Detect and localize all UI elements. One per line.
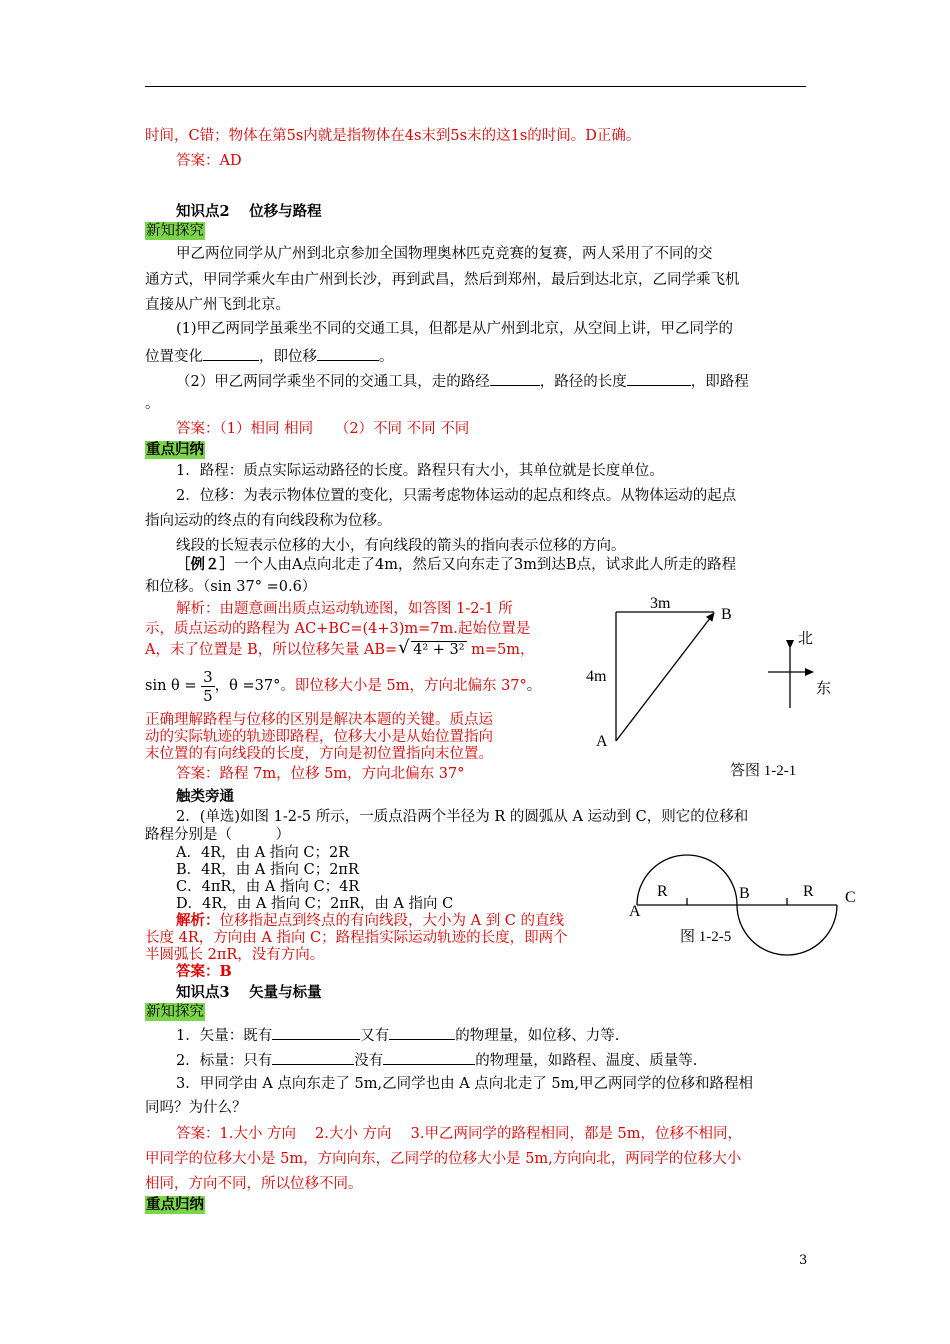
solution-label: 解析： <box>176 912 220 929</box>
label-point-b: B <box>721 606 732 623</box>
fraction-denominator: 5 <box>203 686 213 705</box>
answer-section3-cont: 甲同学的位移大小是 5m，方向向东，乙同学的位移大小是 5m,方向向北，两同学的位移大小 <box>145 1151 742 1167</box>
summary-distance: 1．路程：质点实际运动路径的长度。路程只有大小，其单位就是长度单位。 <box>176 463 664 479</box>
label-3m: 3m <box>650 595 671 612</box>
paragraph-line: 通方式，甲同学乘火车由广州到长沙，再到武昌，然后到郑州，最后到达北京，乙同学乘飞机 <box>145 272 740 288</box>
solution-line: 末位置的有向线段的长度，方向是初位置指向末位置。 <box>145 746 493 762</box>
vector-definition <box>176 1025 619 1045</box>
page-number: 3 <box>799 1253 808 1268</box>
summary-segment: 线段的长短表示位移的大小，有向线段的箭头的指向表示位移的方向。 <box>176 538 626 554</box>
blank-magnitude <box>272 1025 360 1040</box>
blank-direction-2 <box>383 1050 475 1065</box>
blank-direction <box>389 1025 455 1040</box>
scalar-text-a: 2．标量：只有 <box>176 1053 273 1069</box>
sol3-text: A，末了位置是 B，所以位移矢量 AB= <box>145 642 398 658</box>
answer-section3-cont: 相同，方向不同，所以位移不同。 <box>145 1176 363 1192</box>
scalar-text-b: 没有 <box>354 1053 384 1069</box>
q1-text-a: 位置变化 <box>145 349 203 365</box>
solution-line: 动的实际轨迹的轨迹即路程，位移大小是从始位置指向 <box>145 729 493 745</box>
summary-displacement-cont: 指向运动的终点的有向线段称为位移。 <box>145 513 392 529</box>
question-1: (1)甲乙两同学虽乘坐不同的交通工具，但都是从广州到北京，从空间上讲，甲乙同学的 <box>176 321 734 337</box>
paragraph-line: 直接从广州飞到北京。 <box>145 297 290 313</box>
solution-line: 示，质点运动的路程为 AC+BC=(4+3)m=7m.起始位置是 <box>145 621 531 637</box>
section3-title: 知识点3 矢量与标量 <box>176 984 322 1001</box>
option-b: B．4R，由 A 指向 C；2πR <box>176 862 359 878</box>
scalar-text-c: 的物理量，如路程、温度、质量等. <box>475 1053 698 1069</box>
question-2-tail: 。 <box>145 396 160 412</box>
option-d: D．4R，由 A 指向 C；2πR，由 A 指向 C <box>176 896 454 912</box>
section2-title: 知识点2 位移与路程 <box>176 203 322 220</box>
option-c: C．4πR，由 A 指向 C；4R <box>176 879 360 895</box>
radical-sign: √ <box>398 637 410 658</box>
paragraph-line: 甲乙两位同学从广州到北京参加全国物理奥林匹克竞赛的复赛，两人采用了不同的交 <box>176 246 713 262</box>
vector-text-c: 的物理量，如位移、力等. <box>455 1028 620 1044</box>
vector-text-b: 又有 <box>360 1028 390 1044</box>
answer-example2: 答案：路程 7m，位移 5m，方向北偏东 37° <box>176 766 465 782</box>
tag-practice: 触类旁通 <box>176 788 234 805</box>
q2-text-c: ，即路程 <box>690 374 749 390</box>
answer-ad: 答案：AD <box>176 153 242 169</box>
solution-line: 正确理解路程与位移的区别是解决本题的关键。质点运 <box>145 712 493 728</box>
practice-answer: 答案：B <box>176 963 232 980</box>
label-radius-right: R <box>803 883 814 900</box>
label-point-a2: A <box>629 903 641 920</box>
upper-semicircle <box>637 855 737 905</box>
solution-line: 解析：由题意画出质点运动轨迹图，如答图 1-2-1 所 <box>176 601 513 617</box>
label-east: 东 <box>816 681 832 697</box>
option-a: A．4R，由 A 指向 C；2R <box>176 845 350 861</box>
tag-key-summary: 重点归纳 <box>146 441 204 458</box>
q1-text-b: ，即位移 <box>259 349 317 365</box>
lower-semicircle <box>737 905 837 955</box>
figure-caption-1-2-1: 答图 1-2-1 <box>730 763 797 779</box>
solution-text: 位移指起点到终点的有向线段，大小为 A 到 C 的直线 <box>219 913 565 929</box>
label-north: 北 <box>798 631 814 647</box>
continued-explanation: 时间，C错；物体在第5s内就是指物体在4s末到5s末的这1s的时间。D正确。 <box>145 128 641 144</box>
tag-key-summary-3: 重点归纳 <box>146 1196 204 1213</box>
practice-question-cont: 路程分别是（ ） <box>145 827 290 843</box>
figure-caption-1-2-5: 图 1-2-5 <box>680 929 732 945</box>
sol4-tail: 。 <box>526 678 542 694</box>
question-3-cont: 同吗？为什么？ <box>145 1100 247 1116</box>
scalar-definition <box>176 1050 697 1070</box>
sin-theta: sin θ = <box>145 678 197 694</box>
practice-solution-cont: 半圆弧长 2πR，没有方向。 <box>145 947 325 963</box>
answer-section2: 答案：（1）相同 相同 （2）不同 不同 不同 <box>176 421 470 437</box>
q1-text-c: 。 <box>379 349 394 365</box>
fraction-numerator: 3 <box>203 667 213 686</box>
label-4m: 4m <box>586 668 607 685</box>
practice-solution-cont: 长度 4R，方向由 A 指向 C；路程指实际运动轨迹的长度，即两个 <box>145 930 568 946</box>
practice-question: 2．(单选)如图 1-2-5 所示，一质点沿两个半径为 R 的圆弧从 A 运动到 C，则它的位移和 <box>176 809 749 825</box>
blank-magnitude-2 <box>272 1050 354 1065</box>
sol4-end: 。即位移大小是 5m，方向北偏东 37° <box>280 678 527 694</box>
vector-text-a: 1．矢量：既有 <box>176 1028 273 1044</box>
label-point-b2: B <box>739 885 750 902</box>
sol3-end: m=5m， <box>466 642 535 658</box>
question-3: 3．甲同学由 A 点向东走了 5m,乙同学也由 A 点向北走了 5m,甲乙两同学的位移和路程相 <box>176 1076 753 1092</box>
label-point-c: C <box>845 889 856 906</box>
q2-text-b: ，路径的长度 <box>539 374 627 390</box>
theta-37: ，θ =37° <box>214 678 281 694</box>
sqrt-value: 4² + 3² <box>413 642 465 658</box>
tag-new-knowledge-3: 新知探究 <box>146 1004 204 1020</box>
q2-text-a: （2）甲乙两同学乘坐不同的交通工具，走的路经 <box>176 374 490 390</box>
answer-section3: 答案：1.大小 方向 2.大小 方向 3.甲乙两同学的路程相同，都是 5m，位移不相同， <box>176 1126 743 1142</box>
tag-new-knowledge: 新知探究 <box>146 223 204 239</box>
label-point-a: A <box>596 733 608 750</box>
label-radius-left: R <box>657 883 668 900</box>
example-text: 一个人由A点向北走了4m，然后又向东走了3m到达B点，试求此人所走的路程 <box>234 557 737 573</box>
example-text-cont: 和位移。（sin 37° =0.6） <box>145 579 317 595</box>
summary-displacement: 2．位移：为表示物体位置的变化，只需考虑物体运动的起点和终点。从物体运动的起点 <box>176 488 737 504</box>
example-label: ［例２］ <box>176 556 234 573</box>
